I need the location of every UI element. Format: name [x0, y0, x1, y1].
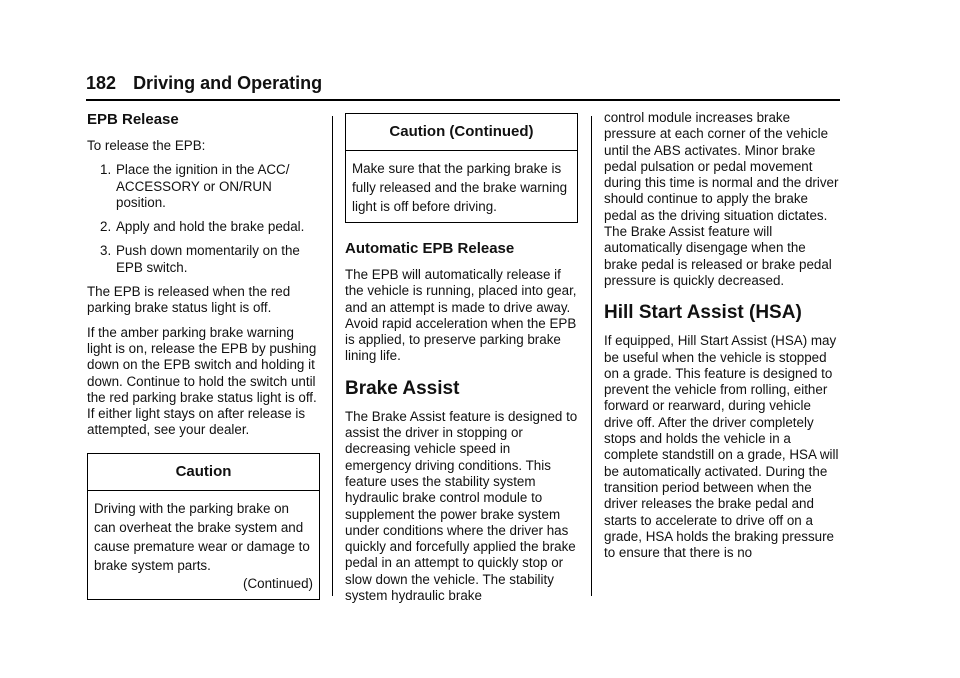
caution-title: Caution: [88, 454, 319, 491]
caution-body: [88, 491, 319, 599]
brake-assist-para-continued: control module increases brake pressure at each corner of the vehicle until the ABS activates. Minor brake pedal pulsation or pedal movement during this time is normal and the driver should continue to apply the brake pedal as the driving situation dictates. The Brake Assist feature will automatically disengage when the brake pedal is released or brake pedal pressure is quickly decreased.: [604, 110, 839, 288]
automatic-epb-release-heading: Automatic EPB Release: [345, 240, 515, 257]
step-number: 3.: [100, 243, 112, 259]
section-title: Driving and Operating: [133, 73, 323, 93]
caution-text: Driving with the parking brake on can overheat the brake system and cause premature wear or damage to brake system parts.: [94, 500, 310, 573]
step-item: [87, 162, 320, 211]
brake-assist-heading: Brake Assist: [345, 377, 460, 399]
epb-release-steps: [87, 162, 320, 276]
automatic-epb-release-para: The EPB will automatically release if the vehicle is running, placed into gear, and an attempt is made to drive away. Avoid rapid acceleration when the EPB is applied, to preserve parking brake lining life.: [345, 267, 577, 364]
step-text: Apply and hold the brake pedal.: [116, 219, 305, 235]
header-rule: [86, 99, 840, 101]
epb-release-heading: EPB Release: [87, 111, 179, 128]
step-number: 1.: [100, 162, 112, 178]
hill-start-assist-para: If equipped, Hill Start Assist (HSA) may be useful when the vehicle is stopped on a grade. This feature is designed to prevent the vehicle from rolling, either forward or rearward, during vehicle drive off. After the driver completely stops and holds the vehicle in a complete standstill on a grade, HSA will be automatically activated. During the transition period between when the driver releases the brake pedal and starts to accelerate to drive off on a grade, HSA holds the braking pressure to ensure that there is no: [604, 333, 839, 561]
caution-continued: (Continued): [243, 575, 313, 591]
page-header: [86, 71, 840, 95]
hill-start-assist-heading: Hill Start Assist (HSA): [604, 302, 802, 324]
caution-continued-title: Caution (Continued): [346, 114, 577, 151]
step-text: Push down momentarily on the EPB switch.: [116, 243, 300, 275]
column-2: [345, 110, 578, 612]
column-3: [604, 110, 840, 569]
step-text: Place the ignition in the ACC/ ACCESSORY or ON/RUN position.: [116, 162, 290, 210]
caution-continued-body: Make sure that the parking brake is fully released and the brake warning light is off before driving.: [352, 161, 568, 214]
epb-release-para-2: If the amber parking brake warning light is on, release the EPB by pushing down on the EPB switch and holding it down. Continue to hold the switch until the red parking brake status light is off. If either light stays on after release is attempted, see your dealer.: [87, 324, 317, 438]
column-divider-2: [591, 116, 592, 596]
step-item: [87, 219, 320, 235]
epb-release-intro: To release the EPB:: [87, 138, 206, 153]
brake-assist-para: The Brake Assist feature is designed to assist the driver in stopping or decreasing vehicle speed in emergency driving conditions. This feature uses the stability system hydraulic brake control module to supplement the power brake system under conditions where the driver has quickly and forcefully applied the brake pedal in an attempt to quickly stop or slow down the vehicle. The stability system hydraulic brake: [345, 408, 578, 604]
step-number: 2.: [100, 219, 112, 235]
epb-release-para-1: The EPB is released when the red parking brake status light is off.: [87, 284, 291, 316]
step-item: [87, 243, 320, 276]
page-number: 182: [86, 73, 117, 93]
caution-continued-box: [345, 113, 578, 223]
caution-box: [87, 453, 320, 600]
column-1: [87, 110, 320, 600]
column-divider-1: [332, 116, 333, 596]
